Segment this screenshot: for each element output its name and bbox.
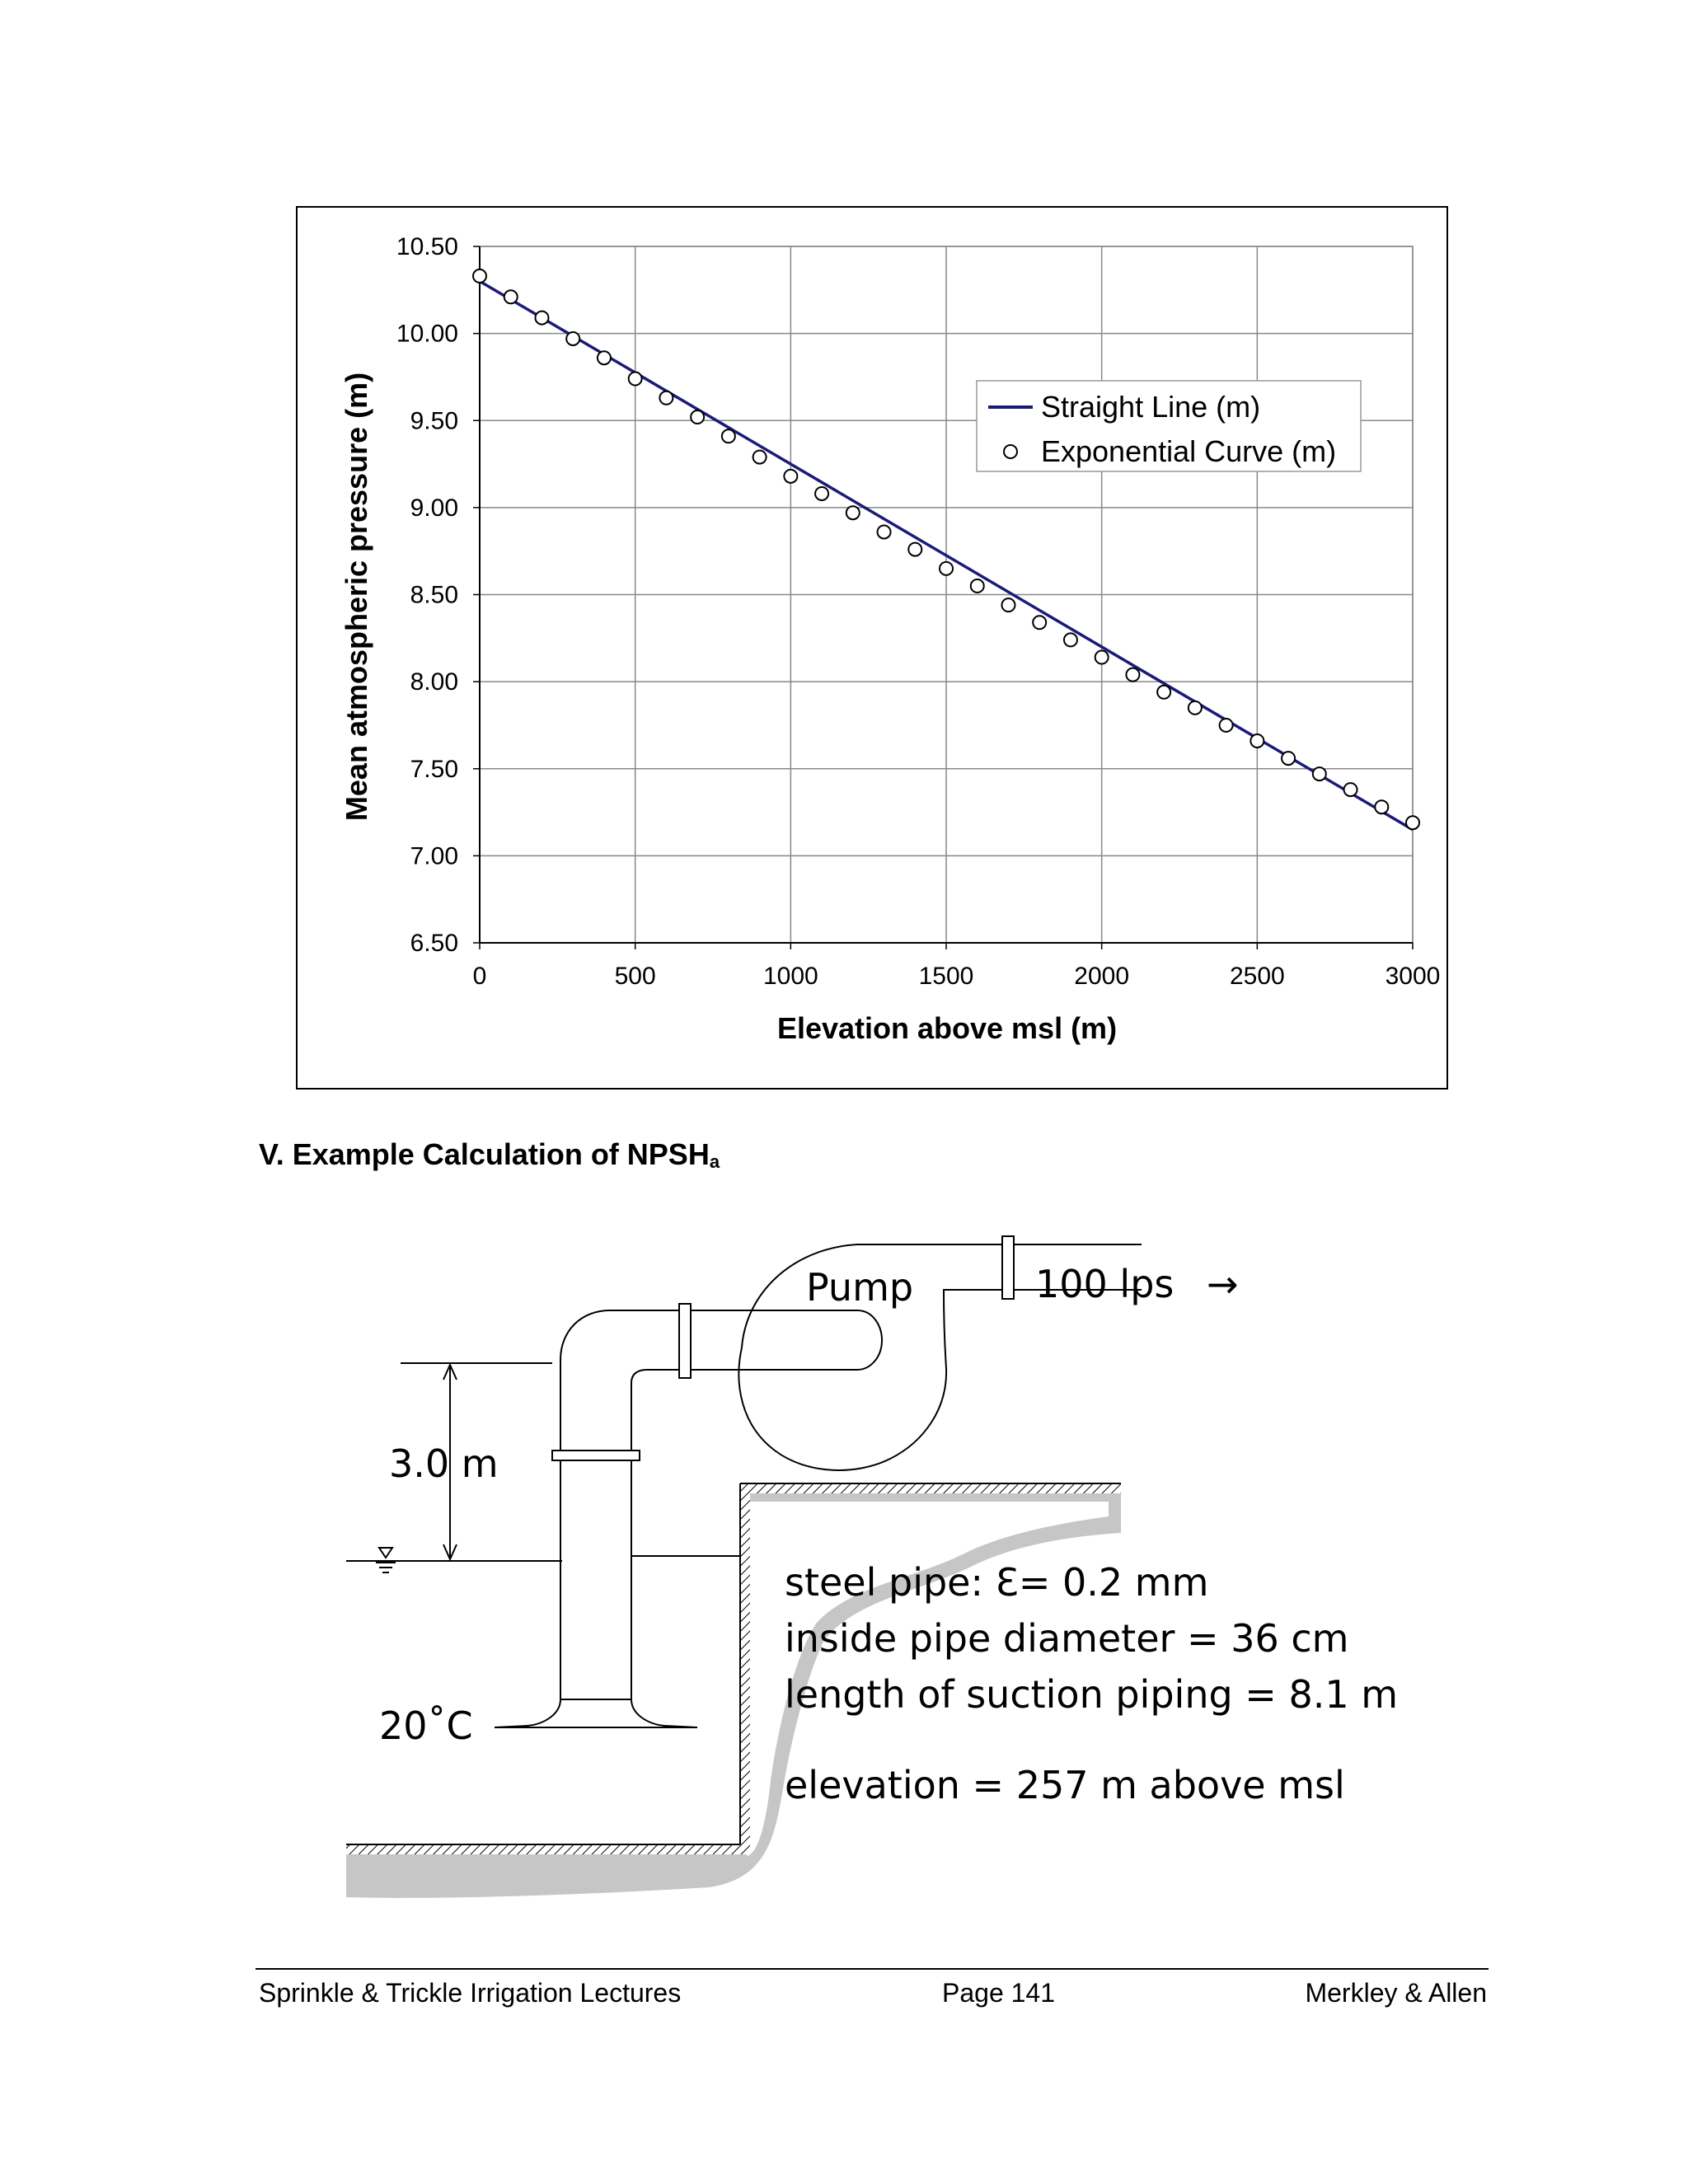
flow-arrow-icon: →: [1207, 1262, 1239, 1306]
series-point-exponential: [971, 579, 984, 593]
y-tick-label: 6.50: [410, 930, 458, 957]
x-tick-label: 1500: [918, 963, 974, 990]
pump-label: Pump: [806, 1265, 914, 1310]
series-point-exponential: [1095, 651, 1109, 664]
pipe-roughness-text: steel pipe: Ɛ= 0.2 mm: [785, 1560, 1209, 1605]
series-point-exponential: [1313, 767, 1326, 780]
series-point-exponential: [566, 332, 579, 345]
x-tick-label: 3000: [1385, 963, 1441, 990]
height-label: 3.0 m: [389, 1441, 499, 1486]
series-point-exponential: [1250, 734, 1264, 748]
series-point-exponential: [753, 451, 767, 464]
flow-label: 100 lps: [1035, 1262, 1175, 1306]
series-point-exponential: [598, 351, 611, 364]
x-tick-label: 500: [614, 963, 656, 990]
section-heading-subscript: a: [709, 1151, 720, 1172]
legend-label-straight-line: Straight Line (m): [1041, 390, 1261, 424]
discharge-flange: [1002, 1236, 1014, 1299]
series-point-exponential: [691, 410, 704, 424]
x-tick-label: 0: [472, 963, 487, 990]
series-point-exponential: [629, 373, 642, 386]
wall-hatch-vertical: [740, 1483, 750, 1854]
footer-authors: Merkley & Allen: [1305, 1978, 1487, 2008]
pipe-diameter-text: inside pipe diameter = 36 cm: [785, 1616, 1349, 1661]
x-axis-title: Elevation above msl (m): [776, 1011, 1118, 1045]
chart-frame: [296, 206, 1448, 1090]
y-tick-label: 10.00: [396, 320, 458, 348]
series-point-exponential: [535, 312, 548, 325]
series-point-exponential: [1001, 598, 1015, 612]
floor-hatch: [346, 1844, 750, 1854]
y-tick-label: 9.50: [410, 407, 458, 435]
temperature-label: 20˚C: [379, 1704, 473, 1748]
y-tick-label: 7.00: [410, 842, 458, 870]
x-tick-label: 1000: [762, 963, 818, 990]
grid: [473, 246, 1413, 949]
section-heading-text: V. Example Calculation of NPSH: [259, 1137, 710, 1171]
series-point-exponential: [1220, 719, 1233, 732]
series-point-exponential: [722, 429, 735, 443]
series-point-exponential: [784, 470, 797, 483]
series-point-exponential: [908, 543, 921, 556]
series-point-exponential: [878, 525, 891, 538]
series-point-exponential: [815, 487, 828, 500]
y-tick-label: 7.50: [410, 755, 458, 783]
x-tick-label: 2500: [1229, 963, 1285, 990]
y-tick-label: 8.50: [410, 581, 458, 609]
y-tick-label: 10.50: [396, 233, 458, 260]
section-heading: [259, 1137, 720, 1173]
legend: [977, 381, 1361, 471]
series-point-exponential: [504, 290, 518, 303]
elbow-flange: [679, 1304, 691, 1378]
series-point-exponential: [1064, 633, 1077, 646]
suction-flange: [552, 1451, 640, 1460]
x-tick-labels: [473, 963, 1441, 990]
wall-hatch-top: [740, 1483, 1121, 1493]
y-tick-label: 9.00: [410, 494, 458, 522]
series-point-exponential: [846, 506, 860, 519]
page-footer: [256, 1968, 1489, 2008]
series-point-exponential: [1033, 616, 1046, 629]
elevation-text: elevation = 257 m above msl: [785, 1763, 1345, 1807]
legend-marker-swatch: [1004, 445, 1017, 458]
legend-label-exponential-curve: Exponential Curve (m): [1041, 434, 1337, 468]
series-point-exponential: [1406, 816, 1419, 829]
series-point-exponential: [1189, 701, 1202, 715]
y-tick-label: 8.00: [410, 668, 458, 696]
series-point-exponential: [1282, 752, 1295, 765]
y-axis-title: Mean atmospheric pressure (m): [340, 372, 373, 822]
footer-course-title: Sprinkle & Trickle Irrigation Lectures: [259, 1978, 682, 2008]
series-point-exponential: [940, 562, 953, 575]
series-point-exponential: [659, 391, 673, 405]
y-tick-labels: [396, 233, 458, 957]
series-point-exponential: [1375, 800, 1388, 813]
series-point-exponential: [1126, 668, 1139, 682]
npsh-pump-diagram: [330, 1212, 1418, 1929]
series-point-exponential: [473, 269, 486, 283]
pressure-elevation-chart: [298, 208, 1447, 1088]
suction-length-text: length of suction piping = 8.1 m: [785, 1672, 1399, 1717]
series-point-exponential: [1157, 686, 1170, 699]
series-point-exponential: [1344, 783, 1357, 796]
footer-page-number: Page 141: [942, 1978, 1056, 2008]
x-tick-label: 2000: [1074, 963, 1130, 990]
